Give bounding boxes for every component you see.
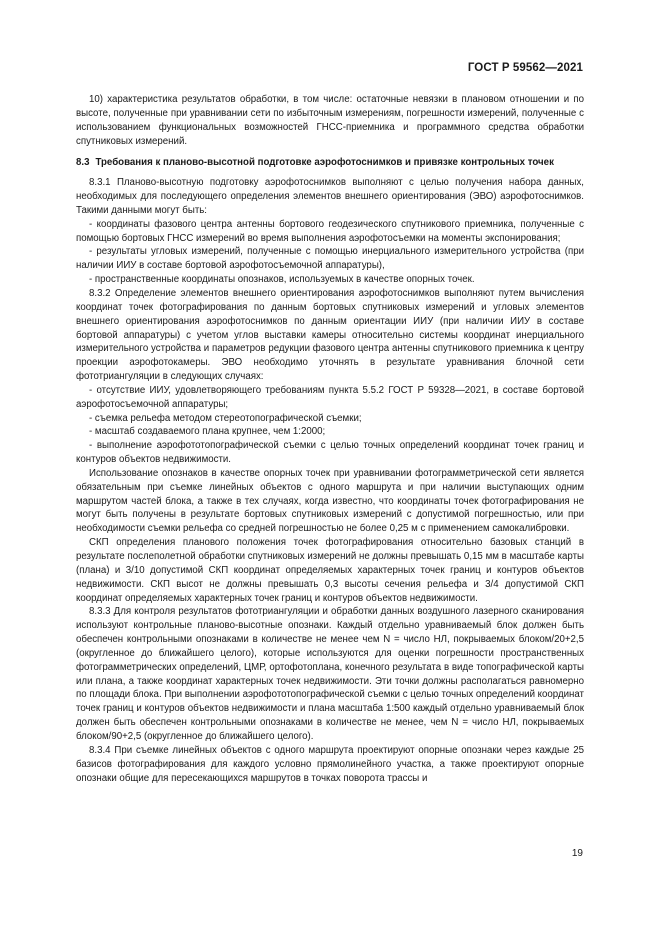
- list-item: - отсутствие ИИУ, удовлетворяющего требованиям пункта 5.5.2 ГОСТ Р 59328—2021, в составе бортовой аэрофотосъемочной аппаратуры;: [76, 384, 584, 410]
- paragraph: 8.3.4 При съемке линейных объектов с одного маршрута проектируют опорные опознаки через каждые 25 базисов фотографирования для каждого условно прямолинейного участка, а также проектируют опорные опознаки общие для пересекающихся маршрутов в точках поворота трассы и: [76, 744, 584, 784]
- paragraph: 8.3.2 Определение элементов внешнего ориентирования аэрофотоснимков выполняют путем вычисления координат точек фотографирования по данным бортовых спутниковых измерений и угловых элементов внешнего ориентирования аэрофотоснимков по данным ориентации ИИУ (при наличии ИИУ в составе бортовой аппаратуры) с учетом углов выставки камеры относительно системы координат инерциального измерительного устройства и параметров редукции фазового центра антенны спутникового приемника к центру проекции аэрофотокамеры. ЭВО необходимо уточнять в результате уравнивания блочной сети фототриангуляции в следующих случаях:: [76, 287, 584, 383]
- standard-header: ГОСТ Р 59562—2021: [467, 62, 583, 74]
- document-body: [76, 93, 584, 785]
- paragraph: 10) характеристика результатов обработки, в том числе: остаточные невязки в плановом отношении и по высоте, полученные при уравнивании сети по избыточным измерениям, погрешности измерений, полученные с использованием функциональных возможностей ГНСС-приемника и программного средства обработки спутниковых измерений.: [76, 94, 584, 147]
- paragraph: 8.3.3 Для контроля результатов фототриангуляции и обработки данных воздушного лазерного сканирования используют контрольные планово-высотные опознаки. Каждый отдельно уравниваемый блок должен быть обеспечен контрольными опознаками в количестве не менее чем N = число НЛ, покрываемых блоком/20+2,5 (округленное до ближайшего целого), которые используются для оценки погрешности пространственных фотограмметрических определений, ЦМР, ортофотоплана, конечного результата в виде топографической карты или плана, а также координат характерных точек недвижимости. Эти точки должны располагаться равномерно по площади блока. При выполнении аэрофототопографической съемки с целью точных определений координат точек границ и контуров объектов недвижимости и плана масштаба 1:500 каждый отдельно уравниваемый блок должен быть обеспечен контрольными опознаками в количестве не менее, чем N = число НЛ, покрываемых блоком/90+2,5 (округленное до ближайшего целого).: [76, 606, 584, 742]
- list-item: - выполнение аэрофототопографической съемки с целью точных определений координат точек границ и контуров объектов недвижимости.: [76, 440, 584, 466]
- list-item: - съемка рельефа методом стереотопографической съемки;: [89, 412, 362, 424]
- paragraph: Использование опознаков в качестве опорных точек при уравнивании фотограмметрической сети является обязательным при съемке линейных объектов с одного маршрута и при наличии выступающих одним маршрутом частей блока, а также в тех случаях, когда известно, что координаты точек фотографирования не могут быть получены в результате бортовых спутниковых измерений с допустимой погрешностью, или при необходимости съемки рельефа со средней погрешностью не более 0,25 м с применением самокалибровки.: [76, 467, 584, 535]
- paragraph: СКП определения планового положения точек фотографирования относительно базовых станций в результате послеполетной обработки спутниковых измерений не должны превышать 0,15 мм в масштабе карты (плана) и 3/10 допустимой СКП координат определяемых характерных точек границ и контуров объектов недвижимости. СКП высот не должны превышать 0,3 высоты сечения рельефа и 3/4 допустимой СКП координат определяемых характерных точек границ и контуров объектов недвижимости.: [76, 537, 584, 604]
- section-title: Требования к планово-высотной подготовке аэрофотоснимков и привязке контрольных точек: [95, 157, 554, 169]
- list-item: - пространственные координаты опознаков, используемых в качестве опорных точек.: [89, 274, 475, 286]
- page-number: 19: [571, 848, 583, 859]
- section-number: 8.3: [76, 157, 90, 169]
- list-item: - координаты фазового центра антенны бортового геодезического спутникового приемника, полученные с помощью бортовых ГНСС измерений во время выполнения аэрофотосъемки на моменты экспонирования;: [76, 218, 584, 244]
- paragraph: 8.3.1 Планово-высотную подготовку аэрофотоснимков выполняют с целью получения набора данных, необходимых для последующего определения элементов внешнего ориентирования (ЭВО) аэрофотоснимков. Такими данными могут быть:: [76, 177, 584, 216]
- section-heading: [76, 156, 584, 170]
- list-item: - масштаб создаваемого плана крупнее, чем 1:2000;: [89, 426, 326, 438]
- list-item: - результаты угловых измерений, полученные с помощью инерциального измерительного устройства (при наличии ИИУ в составе бортовой аэрофотосъемочной аппаратуры),: [76, 246, 584, 272]
